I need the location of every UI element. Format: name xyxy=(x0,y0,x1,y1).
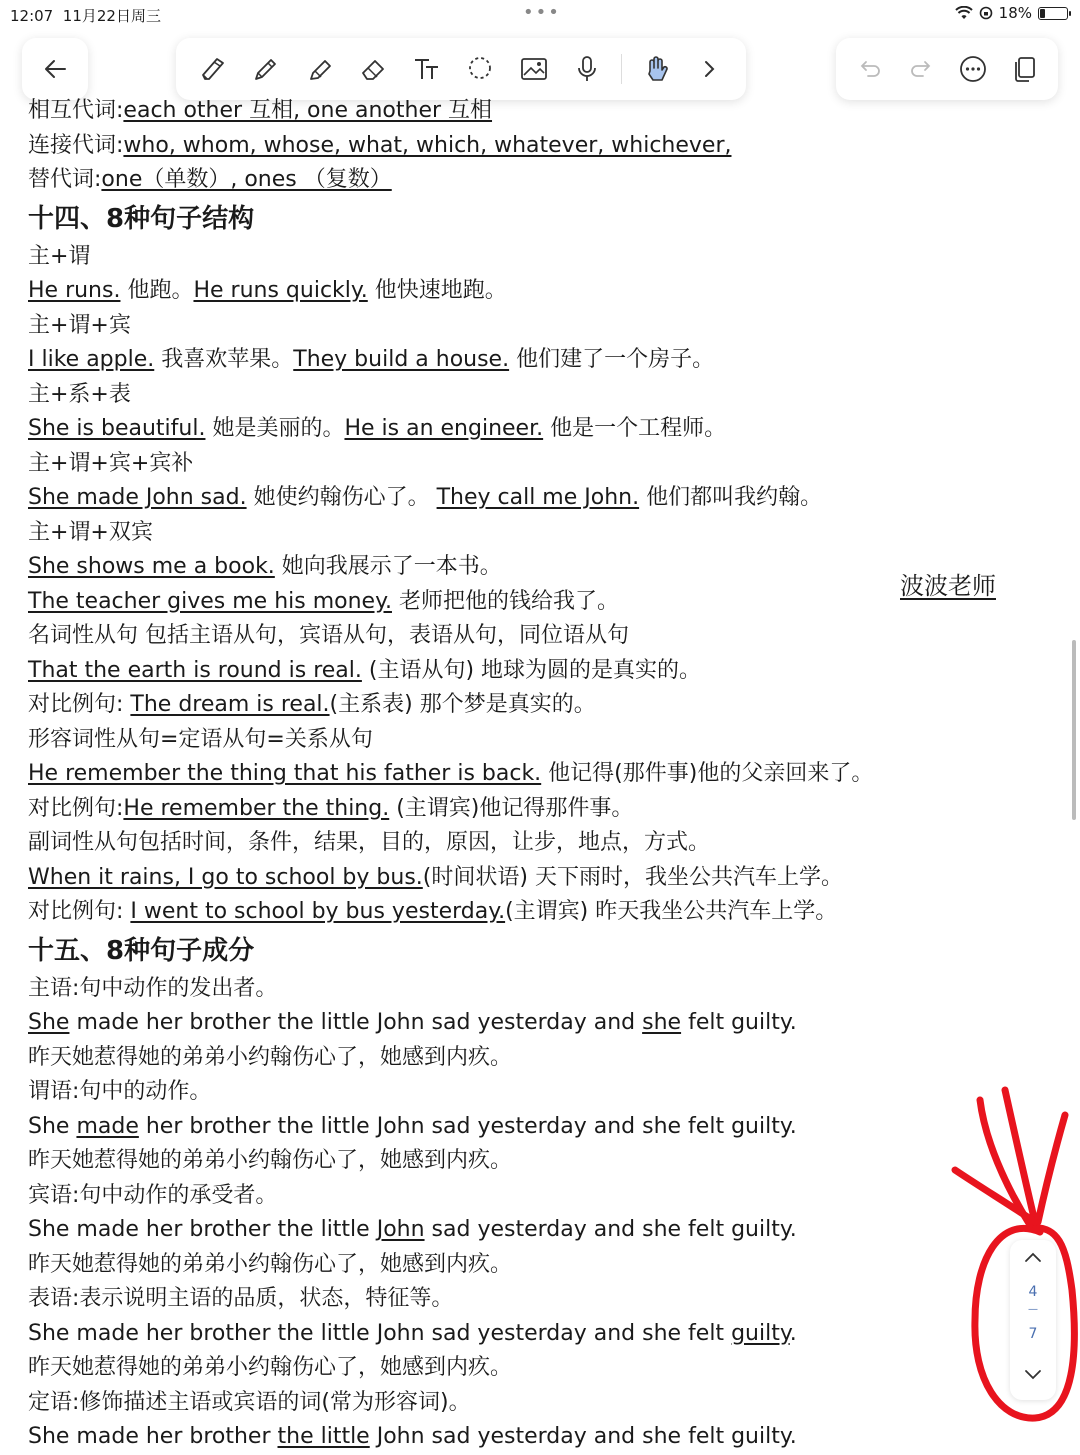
multitask-dots[interactable]: ••• xyxy=(523,2,561,23)
example-line: She shows me a book. 她向我展示了一本书。 xyxy=(28,554,502,579)
substitute-line: 替代词:one（单数）, ones （复数） xyxy=(28,167,392,192)
orientation-lock-icon xyxy=(979,6,993,20)
example-line: 对比例句: I went to school by bus yesterday.(主谓宾) 昨天我坐公共汽车上学。 xyxy=(28,899,838,924)
actions-toolbar xyxy=(836,38,1058,100)
component-label: 表语:表示说明主语的品质，状态，特征等。 xyxy=(28,1286,454,1311)
more-icon xyxy=(957,53,989,85)
example-line: I like apple. 我喜欢苹果。They build a house. 他们建了一个房子。 xyxy=(28,347,715,372)
pen-tool[interactable] xyxy=(193,49,233,89)
translation-line: 昨天她惹得她的弟弟小约翰伤心了，她感到内疚。 xyxy=(28,1044,513,1070)
structure-label: 主+谓+宾+宾补 xyxy=(28,450,194,476)
structure-label: 主+系+表 xyxy=(28,381,131,407)
lasso-tool[interactable] xyxy=(460,49,500,89)
total-pages: 7 xyxy=(1028,1326,1038,1342)
reciprocal-pronoun-line: 相互代词:each other 互相, one another 互相 xyxy=(28,98,493,123)
drawing-toolbar xyxy=(176,38,746,100)
hand-tool[interactable] xyxy=(636,49,676,89)
example-line: The teacher gives me his money. 老师把他的钱给我了。 xyxy=(28,588,619,614)
example-line: She made her brother the little John sad yesterday and she felt guilty. xyxy=(28,1217,797,1242)
structure-label: 形容词性从句=定语从句=关系从句 xyxy=(28,726,373,752)
pages-icon xyxy=(1008,53,1040,85)
translation-line: 昨天她惹得她的弟弟小约翰伤心了，她感到内疚。 xyxy=(28,1251,513,1277)
image-icon xyxy=(518,53,550,85)
status-bar xyxy=(0,0,1080,28)
example-line: She made her brother the little John sad yesterday and she felt guilty. xyxy=(28,1113,797,1139)
highlighter-icon xyxy=(304,53,336,85)
scrollbar[interactable] xyxy=(1072,640,1076,820)
example-line: He runs. 他跑。He runs quickly. 他快速地跑。 xyxy=(28,278,507,303)
component-label: 定语:修饰描述主语或宾语的词(常为形容词)。 xyxy=(28,1389,471,1415)
redo-icon xyxy=(905,53,937,85)
chevron-up-icon xyxy=(1026,1254,1040,1261)
section-heading-14: 十四、8种句子结构 xyxy=(28,203,255,234)
page-separator: — xyxy=(1028,1304,1038,1315)
component-label: 谓语:句中的动作。 xyxy=(28,1079,212,1104)
chevron-down-icon xyxy=(1026,1371,1040,1378)
pen-icon xyxy=(197,53,229,85)
microphone-icon xyxy=(571,53,603,85)
undo-icon xyxy=(854,53,886,85)
example-line: She made John sad. 她使约翰伤心了。 They call me John. 他们都叫我约翰。 xyxy=(28,485,823,510)
battery-icon xyxy=(1038,7,1068,20)
more-tools-button[interactable] xyxy=(689,49,729,89)
current-page: 4 xyxy=(1028,1284,1038,1300)
example-line: She made her brother the little John sad yesterday and she felt guilty. xyxy=(28,1320,797,1346)
structure-label: 名词性从句 包括主语从句，宾语从句，表语从句，同位语从句 xyxy=(28,623,629,648)
translation-line: 昨天她惹得她的弟弟小约翰伤心了，她感到内疚。 xyxy=(28,1355,513,1380)
section-heading-15: 十五、8种句子成分 xyxy=(28,935,255,966)
back-button[interactable] xyxy=(22,38,88,100)
pencil-icon xyxy=(250,53,282,85)
component-label: 宾语:句中动作的承受者。 xyxy=(28,1182,278,1208)
example-line: He remember the thing that his father is back. 他记得(那件事)他的父亲回来了。 xyxy=(28,761,874,786)
annotation-arrow-stroke xyxy=(1038,1115,1065,1222)
status-time: 12:07 11月22日周三 xyxy=(10,7,161,25)
audio-tool[interactable] xyxy=(567,49,607,89)
toolbar-separator xyxy=(621,54,622,84)
example-line: She is beautiful. 她是美丽的。He is an engineer. 他是一个工程师。 xyxy=(28,416,727,441)
example-line: That the earth is round is real. (主语从句) 地球为圆的是真实的。 xyxy=(28,657,702,683)
text-icon xyxy=(411,53,443,85)
more-button[interactable] xyxy=(953,49,993,89)
highlighter-tool[interactable] xyxy=(300,49,340,89)
status-right xyxy=(955,4,1068,22)
author-signature: 波波老师 xyxy=(900,572,996,600)
arrow-left-icon xyxy=(41,55,69,83)
redo-button[interactable] xyxy=(901,49,941,89)
eraser-icon xyxy=(357,53,389,85)
connective-pronoun-line: 连接代词:who, whom, whose, what, which, whatever, whichever, xyxy=(28,132,732,158)
eraser-tool[interactable] xyxy=(353,49,393,89)
example-line: She made her brother the little John sad yesterday and she felt guilty. xyxy=(28,1424,797,1449)
example-line: When it rains, I go to school by bus.(时间状语) 天下雨时，我坐公共汽车上学。 xyxy=(28,864,843,890)
translation-line: 昨天她惹得她的弟弟小约翰伤心了，她感到内疚。 xyxy=(28,1148,513,1173)
structure-label: 副词性从句包括时间，条件，结果，目的，原因，让步，地点，方式。 xyxy=(28,830,711,855)
page-navigator xyxy=(1010,1240,1056,1400)
pencil-tool[interactable] xyxy=(246,49,286,89)
example-line: 对比例句: The dream is real.(主系表) 那个梦是真实的。 xyxy=(28,692,596,717)
pages-button[interactable] xyxy=(1004,49,1044,89)
component-label: 主语:句中动作的发出者。 xyxy=(28,975,278,1001)
structure-label: 主+谓+双宾 xyxy=(28,519,153,545)
page-up-button[interactable] xyxy=(1023,1248,1043,1268)
structure-label: 主+谓+宾 xyxy=(28,312,131,338)
wifi-icon xyxy=(955,6,973,20)
image-tool[interactable] xyxy=(514,49,554,89)
example-line: 对比例句:He remember the thing. (主谓宾)他记得那件事。 xyxy=(28,795,634,821)
hand-icon xyxy=(640,53,672,85)
text-tool[interactable] xyxy=(407,49,447,89)
chevron-right-icon xyxy=(693,53,725,85)
undo-button[interactable] xyxy=(850,49,890,89)
example-line: She made her brother the little John sad yesterday and she felt guilty. xyxy=(28,1010,797,1035)
note-page-content[interactable] xyxy=(28,94,1028,1455)
structure-label: 主+谓 xyxy=(28,243,91,269)
lasso-icon xyxy=(464,53,496,85)
page-down-button[interactable] xyxy=(1023,1364,1043,1384)
battery-percent: 18% xyxy=(998,4,1032,22)
